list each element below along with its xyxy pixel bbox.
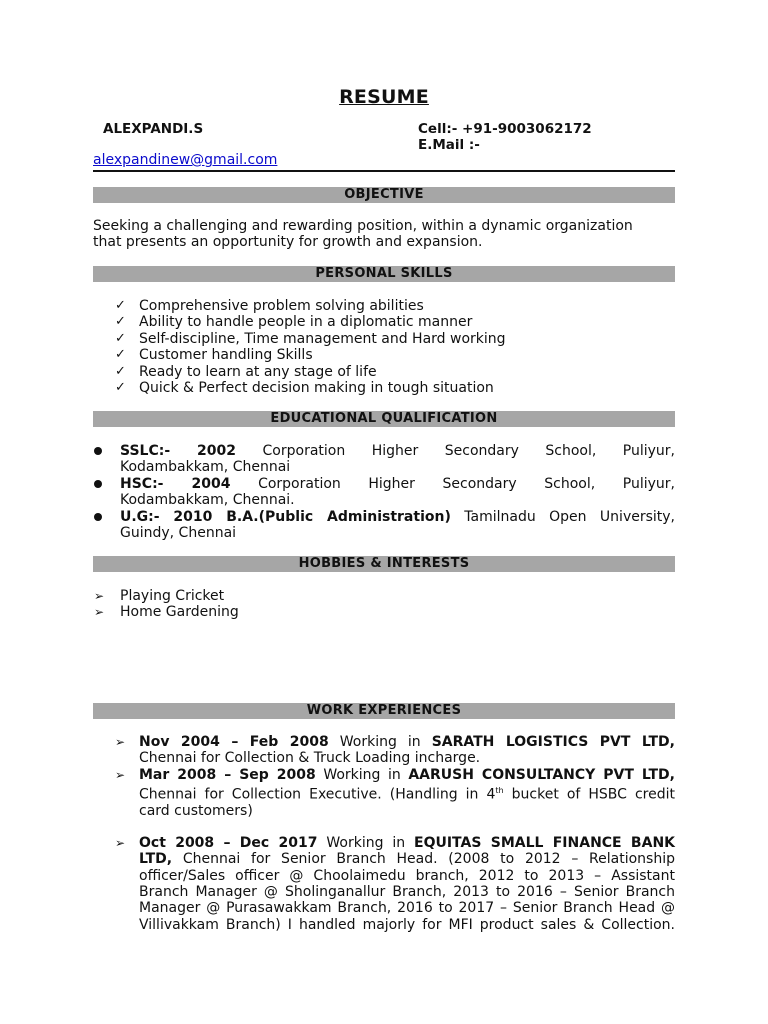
list-item: HSC:- 2004 Corporation Higher Secondary School, Puliyur, Kodambakkam, Chennai.	[120, 476, 675, 509]
candidate-name: ALEXPANDI.S	[103, 121, 204, 137]
section-heading-skills: PERSONAL SKILLS	[93, 266, 675, 282]
list-item: ✓ Quick & Perfect decision making in tough situation	[115, 380, 494, 397]
section-heading-hobbies: HOBBIES & INTERESTS	[93, 556, 675, 572]
header-divider	[93, 170, 675, 172]
list-item: ✓ Ready to learn at any stage of life	[115, 363, 377, 380]
arrow-bullet-icon: ➢	[115, 735, 126, 749]
checkmark-icon: ✓	[115, 347, 126, 363]
bullet-icon	[94, 447, 102, 455]
section-heading-objective: OBJECTIVE	[93, 187, 675, 203]
checkmark-icon: ✓	[115, 314, 126, 330]
education-list	[120, 443, 675, 541]
email-link[interactable]: alexpandinew@gmail.com	[93, 152, 278, 168]
skills-list	[115, 298, 506, 397]
list-item: ➢ Home Gardening	[94, 604, 239, 621]
objective-text	[93, 218, 675, 250]
work-list	[115, 734, 676, 933]
list-item: ✓ Self-discipline, Time management and Hard working	[115, 330, 506, 347]
list-item: ✓ Ability to handle people in a diplomatic manner	[115, 314, 473, 331]
objective-line: Seeking a challenging and rewarding position, within a dynamic organization	[93, 218, 633, 234]
bullet-icon	[94, 480, 102, 488]
list-item: ➢ Nov 2004 – Feb 2008 Working in SARATH LOGISTICS PVT LTD, Chennai for Collection & Truck Loading incharge.	[115, 734, 675, 767]
checkmark-icon: ✓	[115, 298, 126, 313]
arrow-bullet-icon: ➢	[94, 589, 105, 603]
bullet-icon	[94, 513, 102, 521]
checkmark-icon: ✓	[115, 363, 126, 379]
arrow-bullet-icon: ➢	[115, 835, 126, 850]
contact-block	[418, 121, 592, 153]
checkmark-icon: ✓	[115, 330, 126, 346]
page-title: RESUME	[339, 86, 429, 108]
list-item: ➢ Oct 2008 – Dec 2017 Working in EQUITAS SMALL FINANCE BANK LTD, Chennai for Senior Branch Head. (2008 to 2012 – Relationship officer/Sales officer @ Choolaimedu branch, 2012 to 2013 – Assistant Branch Manager @ Sholinganallur Branch, 2013 to 2016 – Senior Branch Manager @ Purasawakkam Branch, 2016 to 2017 – Senior Branch Head @ Villivakkam Branch) I handled majorly for MFI product sales & Collection.	[115, 834, 676, 933]
hobbies-list	[94, 588, 239, 621]
list-item: ✓ Customer handling Skills	[115, 347, 313, 364]
list-item: ✓ Comprehensive problem solving abilities	[115, 298, 424, 314]
checkmark-icon: ✓	[115, 380, 126, 396]
arrow-bullet-icon: ➢	[115, 767, 126, 782]
list-item: ➢ Mar 2008 – Sep 2008 Working in AARUSH CONSULTANCY PVT LTD, Chennai for Collection Executive. (Handling in 4th bucket of HSBC credit card customers)	[115, 766, 675, 820]
list-item: U.G:- 2010 B.A.(Public Administration) Tamilnadu Open University, Guindy, Chennai	[120, 509, 675, 542]
list-item: ➢ Playing Cricket	[94, 588, 225, 604]
section-heading-education: EDUCATIONAL QUALIFICATION	[93, 411, 675, 427]
arrow-bullet-icon: ➢	[94, 605, 105, 620]
cell-number: Cell:- +91-9003062172	[418, 121, 592, 137]
email-label: E.Mail :-	[418, 137, 480, 153]
section-heading-work: WORK EXPERIENCES	[93, 703, 675, 719]
objective-line: that presents an opportunity for growth and expansion.	[93, 234, 483, 250]
list-item: SSLC:- 2002 Corporation Higher Secondary School, Puliyur, Kodambakkam, Chennai	[120, 443, 675, 476]
